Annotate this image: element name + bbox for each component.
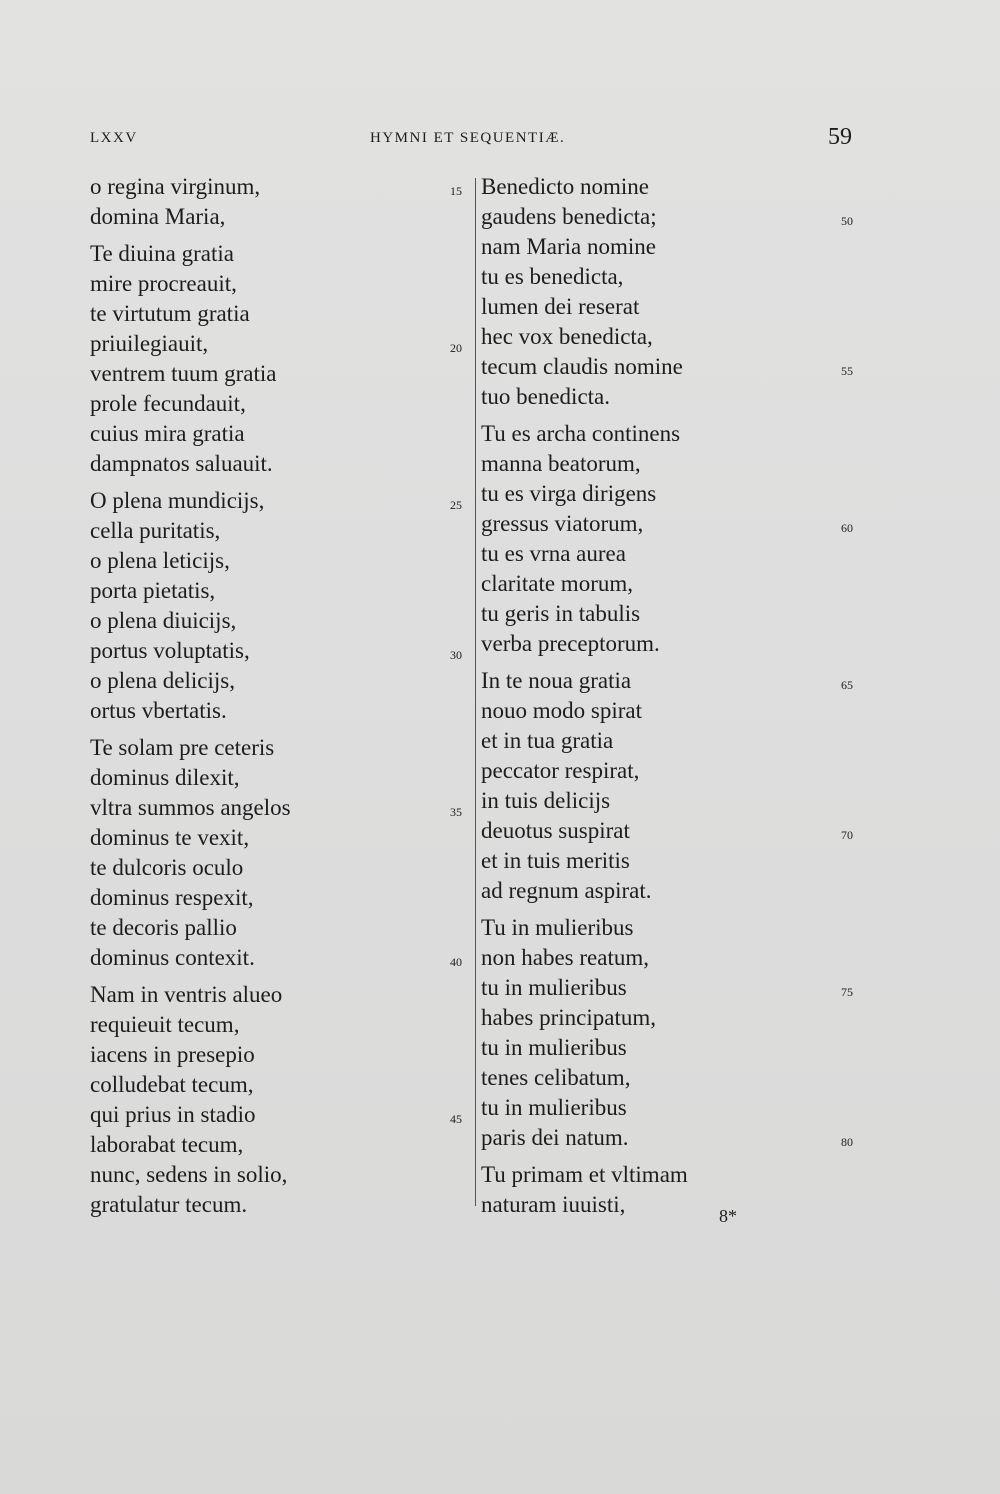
verse-line [481, 1093, 861, 1123]
verse-line [481, 696, 861, 726]
right-text-column [481, 172, 861, 1227]
verse-line [481, 973, 861, 1003]
verse-line [90, 793, 470, 823]
stanza [90, 486, 470, 726]
verse-text: ortus vbertatis. [90, 698, 227, 723]
verse-line [481, 1063, 861, 1093]
left-text-column [90, 172, 470, 1227]
verse-line [481, 202, 861, 232]
verse-text: tu es virga dirigens [481, 481, 657, 506]
verse-text: te dulcoris oculo [90, 855, 244, 880]
verse-text: tecum claudis nomine [481, 354, 683, 379]
stanza [90, 239, 470, 479]
verse-line [90, 546, 470, 576]
verse-line [90, 1100, 470, 1130]
verse-line [481, 479, 861, 509]
verse-text: nam Maria nomine [481, 234, 657, 259]
verse-line [481, 449, 861, 479]
verse-text: porta pietatis, [90, 578, 216, 603]
verse-text: iacens in presepio [90, 1042, 255, 1067]
verse-line [481, 1190, 861, 1220]
verse-line [90, 666, 470, 696]
stanza [481, 666, 861, 906]
verse-line [481, 599, 861, 629]
verse-text: tu in mulieribus [481, 975, 627, 1000]
column-divider [475, 178, 476, 1206]
verse-text: o plena diuicijs, [90, 608, 237, 633]
verse-text: Nam in ventris alueo [90, 982, 283, 1007]
verse-text: gaudens benedicta; [481, 204, 657, 229]
verse-line [90, 943, 470, 973]
line-number: 35 [450, 805, 462, 819]
verse-line [481, 569, 861, 599]
line-number: 20 [450, 341, 462, 355]
verse-text: o plena leticijs, [90, 548, 230, 573]
verse-line [481, 509, 861, 539]
verse-text: vltra summos angelos [90, 795, 291, 820]
verse-line [481, 876, 861, 906]
verse-text: laborabat tecum, [90, 1132, 244, 1157]
stanza [481, 172, 861, 412]
verse-line [90, 853, 470, 883]
verse-text: portus voluptatis, [90, 638, 250, 663]
verse-text: requieuit tecum, [90, 1012, 240, 1037]
signature-mark: 8* [719, 1206, 737, 1226]
verse-text: et in tuis meritis [481, 848, 630, 873]
verse-text: cuius mira gratia [90, 421, 245, 446]
verse-text: O plena mundicijs, [90, 488, 265, 513]
verse-text: dampnatos saluauit. [90, 451, 273, 476]
line-number: 60 [841, 521, 853, 535]
verse-text: tu es vrna aurea [481, 541, 626, 566]
verse-line [481, 172, 861, 202]
stanza [481, 419, 861, 659]
verse-line [90, 359, 470, 389]
verse-text: te virtutum gratia [90, 301, 250, 326]
verse-text: ventrem tuum gratia [90, 361, 277, 386]
line-number: 55 [841, 364, 853, 378]
verse-line [90, 823, 470, 853]
verse-line [481, 539, 861, 569]
verse-line [90, 299, 470, 329]
running-head-left: LXXV [90, 130, 138, 146]
verse-line [481, 292, 861, 322]
verse-line [481, 322, 861, 352]
verse-line [90, 1190, 470, 1220]
running-head-title: HYMNI ET SEQUENTIÆ. [370, 130, 566, 146]
verse-text: nunc, sedens in solio, [90, 1162, 288, 1187]
verse-text: Tu in mulieribus [481, 915, 634, 940]
verse-line [90, 486, 470, 516]
verse-text: lumen dei reserat [481, 294, 640, 319]
verse-line [90, 1130, 470, 1160]
verse-text: dominus contexit. [90, 945, 255, 970]
verse-text: cella puritatis, [90, 518, 221, 543]
verse-line [481, 913, 861, 943]
verse-line [481, 232, 861, 262]
verse-line [481, 419, 861, 449]
verse-text: tu es benedicta, [481, 264, 624, 289]
verse-text: naturam iuuisti, [481, 1192, 626, 1217]
verse-line [90, 636, 470, 666]
verse-line [90, 1070, 470, 1100]
line-number: 40 [450, 955, 462, 969]
line-number: 25 [450, 498, 462, 512]
verse-text: prole fecundauit, [90, 391, 246, 416]
verse-line [481, 262, 861, 292]
verse-text: o regina virginum, [90, 174, 261, 199]
stanza [481, 1160, 861, 1220]
verse-text: paris dei natum. [481, 1125, 629, 1150]
line-number: 75 [841, 985, 853, 999]
verse-text: tu geris in tabulis [481, 601, 641, 626]
verse-text: tu in mulieribus [481, 1035, 627, 1060]
verse-text: dominus respexit, [90, 885, 254, 910]
verse-line [90, 329, 470, 359]
verse-text: dominus dilexit, [90, 765, 240, 790]
verse-line [90, 389, 470, 419]
verse-text: Tu es archa continens [481, 421, 681, 446]
verse-text: domina Maria, [90, 204, 226, 229]
verse-line [481, 629, 861, 659]
verse-line [481, 1123, 861, 1153]
verse-line [90, 516, 470, 546]
verse-text: manna beatorum, [481, 451, 641, 476]
verse-text: hec vox benedicta, [481, 324, 653, 349]
verse-line [90, 576, 470, 606]
verse-text: Te solam pre ceteris [90, 735, 275, 760]
stanza [90, 172, 470, 232]
verse-text: dominus te vexit, [90, 825, 250, 850]
line-number: 45 [450, 1112, 462, 1126]
verse-text: nouo modo spirat [481, 698, 642, 723]
stanza [90, 733, 470, 973]
verse-text: priuilegiauit, [90, 331, 209, 356]
verse-line [481, 726, 861, 756]
verse-line [90, 419, 470, 449]
verse-line [90, 1010, 470, 1040]
verse-text: mire procreauit, [90, 271, 237, 296]
verse-text: et in tua gratia [481, 728, 614, 753]
verse-line [90, 269, 470, 299]
verse-line [90, 449, 470, 479]
verse-line [481, 943, 861, 973]
verse-line [481, 666, 861, 696]
verse-line [90, 733, 470, 763]
verse-line [481, 352, 861, 382]
verse-text: Te diuina gratia [90, 241, 234, 266]
verse-text: tuo benedicta. [481, 384, 611, 409]
verse-line [90, 980, 470, 1010]
verse-line [481, 1160, 861, 1190]
line-number: 50 [841, 214, 853, 228]
verse-text: tenes celibatum, [481, 1065, 631, 1090]
verse-text: tu in mulieribus [481, 1095, 627, 1120]
verse-line [90, 239, 470, 269]
verse-line [481, 382, 861, 412]
verse-line [90, 1040, 470, 1070]
line-number: 65 [841, 678, 853, 692]
stanza [90, 980, 470, 1220]
verse-text: qui prius in stadio [90, 1102, 256, 1127]
verse-text: gratulatur tecum. [90, 1192, 248, 1217]
verse-line [90, 913, 470, 943]
verse-line [481, 756, 861, 786]
verse-line [481, 786, 861, 816]
verse-line [90, 172, 470, 202]
verse-text: ad regnum aspirat. [481, 878, 652, 903]
verse-line [481, 1033, 861, 1063]
verse-text: o plena delicijs, [90, 668, 235, 693]
verse-text: te decoris pallio [90, 915, 237, 940]
stanza [481, 913, 861, 1153]
verse-text: in tuis delicijs [481, 788, 611, 813]
verse-text: Benedicto nomine [481, 174, 649, 199]
verse-text: gressus viatorum, [481, 511, 644, 536]
line-number: 30 [450, 648, 462, 662]
verse-text: deuotus suspirat [481, 818, 630, 843]
verse-text: In te noua gratia [481, 668, 632, 693]
verse-line [481, 816, 861, 846]
verse-text: Tu primam et vltimam [481, 1162, 688, 1187]
verse-line [90, 883, 470, 913]
line-number: 80 [841, 1135, 853, 1149]
verse-line [90, 696, 470, 726]
verse-text: habes principatum, [481, 1005, 657, 1030]
line-number: 15 [450, 184, 462, 198]
verse-line [90, 1160, 470, 1190]
verse-line [481, 846, 861, 876]
verse-line [90, 606, 470, 636]
verse-text: non habes reatum, [481, 945, 649, 970]
verse-line [481, 1003, 861, 1033]
verse-text: claritate morum, [481, 571, 633, 596]
verse-text: peccator respirat, [481, 758, 640, 783]
verse-line [90, 763, 470, 793]
verse-line [90, 202, 470, 232]
verse-text: verba preceptorum. [481, 631, 660, 656]
line-number: 70 [841, 828, 853, 842]
page-number: 59 [828, 124, 852, 150]
verse-text: colludebat tecum, [90, 1072, 254, 1097]
